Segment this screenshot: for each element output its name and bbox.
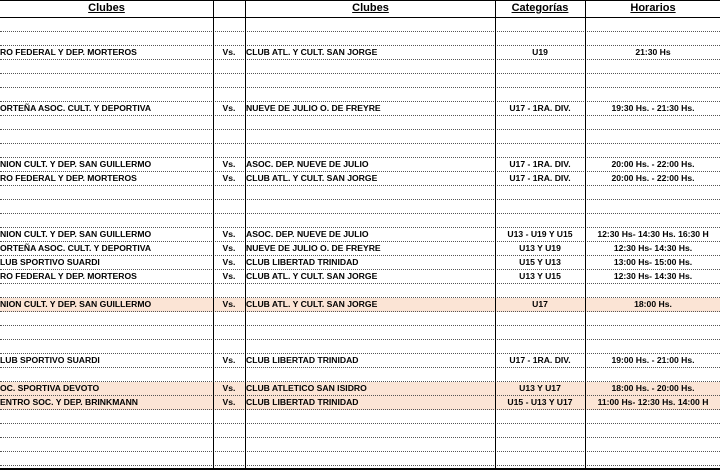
category-cell: U13 Y U15 bbox=[519, 271, 561, 281]
schedule-cell: 18:00 Hs. - 20:00 Hs. bbox=[611, 383, 695, 393]
header-clubes-home-label: Clubes bbox=[88, 2, 125, 14]
away-club-cell bbox=[246, 130, 495, 143]
vs-cell: Vs. bbox=[222, 103, 236, 113]
table-row bbox=[0, 214, 720, 228]
vs-cell bbox=[214, 32, 244, 45]
header-horarios bbox=[586, 0, 720, 17]
home-club-cell: NION CULT. Y DEP. SAN GUILLERMO bbox=[0, 299, 152, 309]
away-club-cell bbox=[246, 186, 495, 199]
category-cell bbox=[495, 32, 585, 45]
away-club-cell: CLUB LIBERTAD TRINIDAD bbox=[246, 355, 359, 365]
away-club-cell bbox=[246, 452, 495, 465]
vs-cell bbox=[214, 116, 244, 129]
table-row bbox=[0, 46, 720, 60]
vs-cell bbox=[214, 452, 244, 465]
table-row bbox=[0, 32, 720, 46]
category-cell bbox=[495, 326, 585, 339]
away-club-cell: NUEVE DE JULIO O. DE FREYRE bbox=[246, 103, 381, 113]
away-club-cell bbox=[246, 18, 495, 31]
schedule-cell bbox=[586, 18, 720, 31]
category-cell: U15 - U13 Y U17 bbox=[507, 397, 573, 407]
home-club-cell: RO FEDERAL Y DEP. MORTEROS bbox=[0, 271, 137, 281]
table-row bbox=[0, 228, 720, 242]
table-row bbox=[0, 438, 720, 452]
home-club-cell bbox=[0, 74, 213, 87]
away-club-cell bbox=[246, 74, 495, 87]
away-club-cell: ASOC. DEP. NUEVE DE JULIO bbox=[246, 229, 369, 239]
vs-cell: Vs. bbox=[222, 243, 236, 253]
home-club-cell bbox=[0, 88, 213, 101]
schedule-cell bbox=[586, 284, 720, 297]
vs-cell bbox=[214, 186, 244, 199]
table-row bbox=[0, 382, 720, 396]
vs-cell: Vs. bbox=[222, 47, 236, 57]
category-cell: U17 - 1RA. DIV. bbox=[509, 159, 571, 169]
category-cell bbox=[495, 116, 585, 129]
schedule-cell: 21:30 Hs bbox=[635, 47, 671, 57]
category-cell bbox=[495, 130, 585, 143]
away-club-cell bbox=[246, 326, 495, 339]
home-club-cell bbox=[0, 186, 213, 199]
category-cell bbox=[495, 424, 585, 437]
table-row bbox=[0, 256, 720, 270]
vs-cell bbox=[214, 60, 244, 73]
home-club-cell bbox=[0, 214, 213, 227]
home-club-cell: RO FEDERAL Y DEP. MORTEROS bbox=[0, 173, 137, 183]
table-row bbox=[0, 144, 720, 158]
schedule-cell bbox=[586, 326, 720, 339]
home-club-cell: OC. SPORTIVA DEVOTO bbox=[0, 383, 100, 393]
vs-cell bbox=[214, 340, 244, 353]
schedule-cell bbox=[586, 74, 720, 87]
category-cell: U17 - 1RA. DIV. bbox=[509, 355, 571, 365]
home-club-cell bbox=[0, 18, 213, 31]
category-cell bbox=[495, 368, 585, 381]
schedule-cell: 11:00 Hs- 12:30 Hs. 14:00 H bbox=[597, 397, 709, 407]
away-club-cell bbox=[246, 144, 495, 157]
schedule-cell bbox=[586, 32, 720, 45]
table-row bbox=[0, 88, 720, 102]
away-club-cell bbox=[246, 284, 495, 297]
away-club-cell: CLUB ATL. Y CULT. SAN JORGE bbox=[246, 271, 378, 281]
schedule-cell bbox=[586, 60, 720, 73]
away-club-cell bbox=[246, 424, 495, 437]
away-club-cell bbox=[246, 60, 495, 73]
away-club-cell: CLUB LIBERTAD TRINIDAD bbox=[246, 257, 359, 267]
vs-cell bbox=[214, 424, 244, 437]
away-club-cell bbox=[246, 214, 495, 227]
table-row bbox=[0, 270, 720, 284]
table-row bbox=[0, 158, 720, 172]
home-club-cell: NION CULT. Y DEP. SAN GUILLERMO bbox=[0, 159, 152, 169]
away-club-cell: CLUB ATL. Y CULT. SAN JORGE bbox=[246, 299, 378, 309]
table-row bbox=[0, 452, 720, 466]
category-cell bbox=[495, 200, 585, 213]
category-cell bbox=[495, 186, 585, 199]
table-row bbox=[0, 130, 720, 144]
table-row bbox=[0, 200, 720, 214]
category-cell bbox=[495, 214, 585, 227]
category-cell bbox=[495, 452, 585, 465]
home-club-cell bbox=[0, 284, 213, 297]
vs-cell bbox=[214, 200, 244, 213]
table-row bbox=[0, 424, 720, 438]
category-cell bbox=[495, 18, 585, 31]
header-categorias bbox=[495, 0, 585, 17]
home-club-cell bbox=[0, 32, 213, 45]
home-club-cell bbox=[0, 452, 213, 465]
away-club-cell bbox=[246, 312, 495, 325]
vs-cell bbox=[214, 284, 244, 297]
schedule-cell bbox=[586, 410, 720, 423]
away-club-cell bbox=[246, 88, 495, 101]
vs-cell bbox=[214, 88, 244, 101]
vs-cell bbox=[214, 312, 244, 325]
header-clubes-away-label: Clubes bbox=[352, 2, 389, 14]
away-club-cell: NUEVE DE JULIO O. DE FREYRE bbox=[246, 243, 381, 253]
vs-cell: Vs. bbox=[222, 173, 236, 183]
away-club-cell bbox=[246, 368, 495, 381]
category-cell bbox=[495, 438, 585, 451]
table-row bbox=[0, 312, 720, 326]
vs-cell: Vs. bbox=[222, 299, 236, 309]
home-club-cell bbox=[0, 312, 213, 325]
home-club-cell bbox=[0, 116, 213, 129]
table-row bbox=[0, 116, 720, 130]
category-cell bbox=[495, 410, 585, 423]
home-club-cell bbox=[0, 368, 213, 381]
table-row bbox=[0, 396, 720, 410]
away-club-cell bbox=[246, 340, 495, 353]
header-horarios-label: Horarios bbox=[630, 2, 676, 14]
schedule-cell bbox=[586, 452, 720, 465]
home-club-cell bbox=[0, 60, 213, 73]
table-row bbox=[0, 18, 720, 32]
away-club-cell: CLUB ATL. Y CULT. SAN JORGE bbox=[246, 173, 378, 183]
table-row bbox=[0, 354, 720, 368]
schedule-cell bbox=[586, 116, 720, 129]
schedule-cell: 20:00 Hs. - 22:00 Hs. bbox=[611, 173, 695, 183]
vs-cell bbox=[214, 130, 244, 143]
schedule-cell bbox=[586, 214, 720, 227]
away-club-cell: CLUB ATL. Y CULT. SAN JORGE bbox=[246, 47, 378, 57]
vs-cell bbox=[214, 144, 244, 157]
home-club-cell: ORTEÑA ASOC. CULT. Y DEPORTIVA bbox=[0, 103, 152, 113]
vs-cell: Vs. bbox=[222, 383, 236, 393]
table-row bbox=[0, 172, 720, 186]
home-club-cell bbox=[0, 424, 213, 437]
bottom-border bbox=[0, 468, 720, 470]
away-club-cell: CLUB ATLETICO SAN ISIDRO bbox=[246, 383, 367, 393]
table-row bbox=[0, 326, 720, 340]
table-row bbox=[0, 298, 720, 312]
schedule-cell bbox=[586, 200, 720, 213]
table-row bbox=[0, 74, 720, 88]
home-club-cell bbox=[0, 200, 213, 213]
table-row bbox=[0, 368, 720, 382]
away-club-cell: CLUB LIBERTAD TRINIDAD bbox=[246, 397, 359, 407]
column-divider-2 bbox=[245, 0, 246, 470]
category-cell: U17 bbox=[532, 299, 548, 309]
category-cell: U15 Y U13 bbox=[519, 257, 561, 267]
home-club-cell bbox=[0, 130, 213, 143]
home-club-cell bbox=[0, 144, 213, 157]
vs-cell bbox=[214, 326, 244, 339]
table-row bbox=[0, 60, 720, 74]
home-club-cell: ENTRO SOC. Y DEP. BRINKMANN bbox=[0, 397, 138, 407]
home-club-cell: LUB SPORTIVO SUARDI bbox=[0, 257, 100, 267]
category-cell bbox=[495, 340, 585, 353]
schedule-cell bbox=[586, 144, 720, 157]
table-row bbox=[0, 340, 720, 354]
schedule-cell bbox=[586, 312, 720, 325]
vs-cell bbox=[214, 438, 244, 451]
category-cell bbox=[495, 74, 585, 87]
away-club-cell bbox=[246, 410, 495, 423]
vs-cell bbox=[214, 214, 244, 227]
category-cell bbox=[495, 88, 585, 101]
column-divider-4 bbox=[585, 0, 586, 470]
home-club-cell bbox=[0, 340, 213, 353]
schedule-cell bbox=[586, 130, 720, 143]
category-cell: U17 - 1RA. DIV. bbox=[509, 103, 571, 113]
category-cell: U13 - U19 Y U15 bbox=[507, 229, 573, 239]
vs-cell bbox=[214, 368, 244, 381]
table-row bbox=[0, 284, 720, 298]
category-cell: U17 - 1RA. DIV. bbox=[509, 173, 571, 183]
category-cell: U19 bbox=[532, 47, 548, 57]
schedule-cell bbox=[586, 438, 720, 451]
schedule-cell bbox=[586, 88, 720, 101]
vs-cell bbox=[214, 74, 244, 87]
schedule-cell: 18:00 Hs. bbox=[634, 299, 672, 309]
column-divider-3 bbox=[495, 0, 496, 470]
vs-cell: Vs. bbox=[222, 229, 236, 239]
schedule-cell bbox=[586, 186, 720, 199]
schedule-cell bbox=[586, 424, 720, 437]
table-row bbox=[0, 186, 720, 200]
home-club-cell bbox=[0, 326, 213, 339]
home-club-cell bbox=[0, 410, 213, 423]
header-clubes-away bbox=[246, 0, 495, 17]
category-cell: U13 Y U19 bbox=[519, 243, 561, 253]
schedule-cell: 19:30 Hs. - 21:30 Hs. bbox=[611, 103, 695, 113]
vs-cell: Vs. bbox=[222, 397, 236, 407]
schedule-cell: 13:00 Hs- 15:00 Hs. bbox=[613, 257, 693, 267]
table-row bbox=[0, 242, 720, 256]
category-cell bbox=[495, 144, 585, 157]
vs-cell: Vs. bbox=[222, 159, 236, 169]
vs-cell: Vs. bbox=[222, 257, 236, 267]
schedule-cell: 12:30 Hs- 14:30 Hs. bbox=[613, 271, 693, 281]
home-club-cell bbox=[0, 438, 213, 451]
schedule-cell: 20:00 Hs. - 22:00 Hs. bbox=[611, 159, 695, 169]
home-club-cell: ORTEÑA ASOC. CULT. Y DEPORTIVA bbox=[0, 243, 152, 253]
vs-cell bbox=[214, 410, 244, 423]
schedule-cell: 19:00 Hs. - 21:00 Hs. bbox=[611, 355, 695, 365]
table-row bbox=[0, 410, 720, 424]
header-categorias-label: Categorías bbox=[511, 2, 569, 14]
home-club-cell: LUB SPORTIVO SUARDI bbox=[0, 355, 100, 365]
away-club-cell: ASOC. DEP. NUEVE DE JULIO bbox=[246, 159, 369, 169]
column-divider-1 bbox=[213, 0, 214, 470]
vs-cell: Vs. bbox=[222, 271, 236, 281]
away-club-cell bbox=[246, 116, 495, 129]
schedule-cell: 12:30 Hs- 14:30 Hs. bbox=[613, 243, 693, 253]
category-cell bbox=[495, 312, 585, 325]
home-club-cell: RO FEDERAL Y DEP. MORTEROS bbox=[0, 47, 137, 57]
category-cell bbox=[495, 60, 585, 73]
away-club-cell bbox=[246, 200, 495, 213]
category-cell: U13 Y U17 bbox=[519, 383, 561, 393]
table-row bbox=[0, 102, 720, 116]
schedule-cell: 12:30 Hs- 14:30 Hs. 16:30 H bbox=[597, 229, 709, 239]
vs-cell: Vs. bbox=[222, 355, 236, 365]
category-cell bbox=[495, 284, 585, 297]
vs-cell bbox=[214, 18, 244, 31]
home-club-cell: NION CULT. Y DEP. SAN GUILLERMO bbox=[0, 229, 152, 239]
header-clubes-home bbox=[0, 0, 213, 17]
away-club-cell bbox=[246, 438, 495, 451]
schedule-cell bbox=[586, 368, 720, 381]
schedule-cell bbox=[586, 340, 720, 353]
away-club-cell bbox=[246, 32, 495, 45]
